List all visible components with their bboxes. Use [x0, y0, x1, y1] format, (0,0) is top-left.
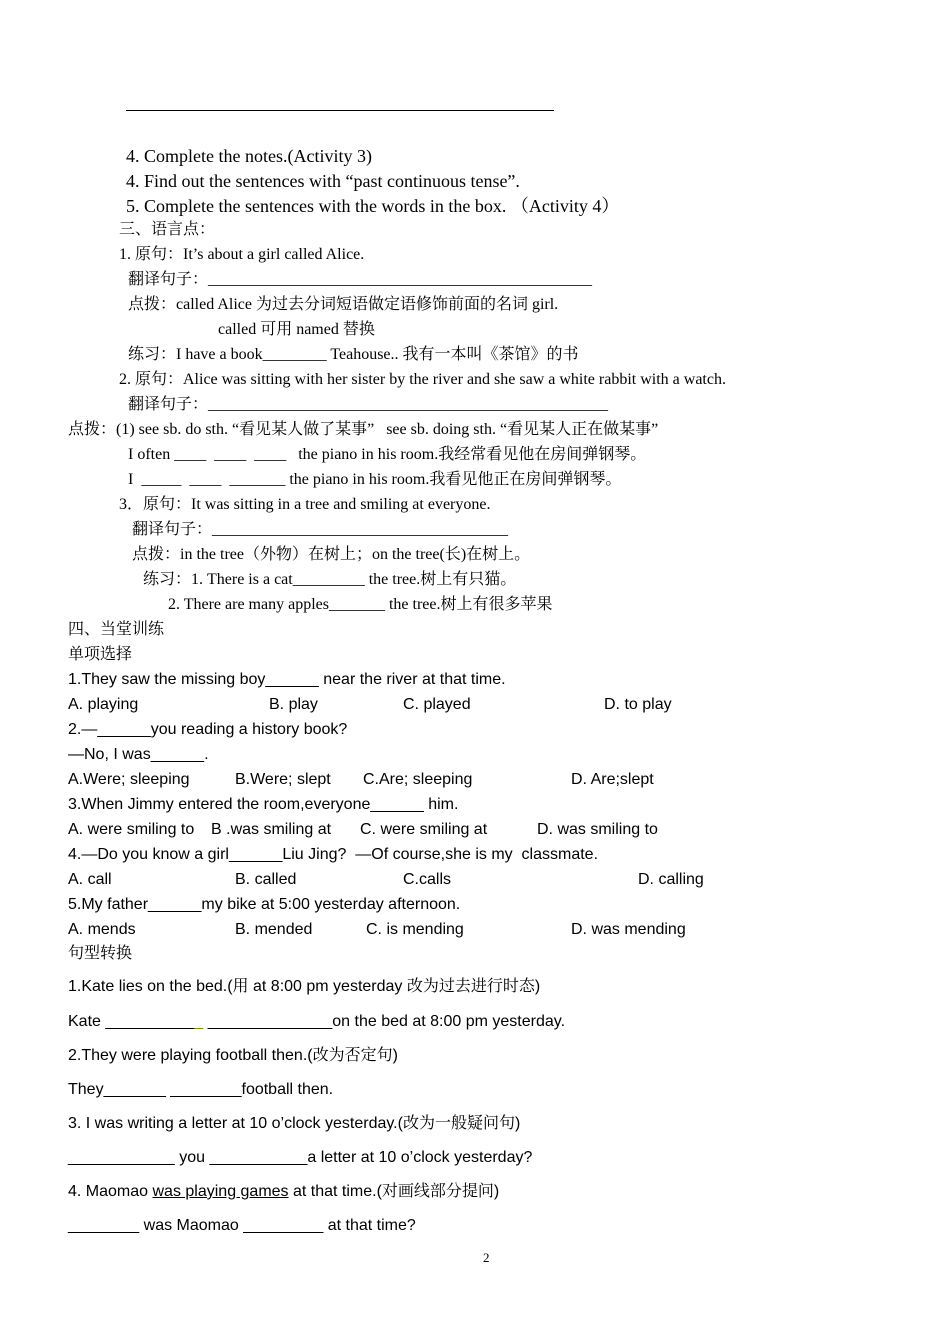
point1-tip: 点拨：called Alice 为过去分词短语做定语修饰前面的名词 girl.: [128, 296, 559, 313]
q3-option-d: D. was smiling to: [537, 821, 658, 838]
q3-option-a: A. were smiling to: [68, 821, 195, 838]
q4-option-a: A. call: [68, 871, 112, 888]
q4-option-d: D. calling: [638, 871, 704, 888]
transform-3-answer-part-1: ____________ you ___________a letter at 10 o’clock: [68, 1149, 455, 1166]
transform-4-answer: ________ was Maomao _________ at that time?: [68, 1217, 416, 1234]
question-5-stem: 5.My father______my bike at 5:00 yesterday afternoon.: [68, 896, 461, 913]
question-3-stem: 3.When Jimmy entered the room,everyone______ him.: [68, 796, 459, 813]
transform-4-question-post: at that time.(对画线部分提问): [288, 1183, 500, 1200]
activity-line-1: 4. Complete the notes.(Activity 3): [126, 146, 372, 166]
point3-practice-2: 2. There are many apples_______ the tree.树上有很多苹果: [168, 596, 553, 613]
transform-4-question-pre: 4. Maomao: [68, 1183, 153, 1200]
question-2-stem: 2.—______you reading a history book?: [68, 721, 348, 738]
point1-practice: 练习：I have a book________ Teahouse.. 我有一本叫《茶馆》的书: [128, 346, 579, 363]
point1-original: 1. 原句：It’s about a girl called Alice.: [119, 246, 365, 263]
point2-original: 2. 原句：Alice was sitting with her sister by the river and she saw a white rabbit with a watch.: [119, 371, 726, 388]
point2-example-2: I _____ ____ _______ the piano in his room.我看见他正在房间弹钢琴。: [128, 471, 622, 488]
q2-option-b: B.Were; slept: [235, 771, 331, 788]
q1-option-d: D. to play: [604, 696, 672, 713]
transform-1-answer-part-1: Kate __________: [68, 1013, 195, 1030]
question-4-stem: 4.—Do you know a girl______Liu Jing? —Of course,she is my classmate.: [68, 846, 599, 863]
answer-blank-line: [126, 110, 554, 111]
transform-3-question: 3. I was writing a letter at 10 o’clock yesterday.(改为一般疑问句): [68, 1115, 521, 1132]
q4-option-c: C.calls: [403, 871, 452, 888]
section4-heading: 四、当堂训练: [68, 621, 165, 638]
point3-translate: 翻译句子：_____________________________________: [132, 521, 509, 538]
q3-option-c: C. were smiling at: [360, 821, 488, 838]
point3-practice-1: 练习：1. There is a cat_________ the tree.树上有只猫。: [143, 571, 517, 588]
transform-1-answer: [68, 1014, 565, 1030]
transform-3-answer: [68, 1150, 532, 1166]
point2-translate: 翻译句子：__________________________________________________: [128, 396, 609, 413]
transformation-heading: 句型转换: [68, 945, 133, 962]
point1-translate: 翻译句子：________________________________________________: [128, 271, 593, 288]
q2-option-a: A.Were; sleeping: [68, 771, 190, 788]
question-1-stem: 1.They saw the missing boy______ near the river at that time.: [68, 671, 506, 688]
section3-heading: 三、语言点：: [119, 221, 216, 238]
q3-option-b: B .was smiling at: [211, 821, 332, 838]
transform-2-question: 2.They were playing football then.(改为否定句): [68, 1047, 398, 1064]
q1-option-b: B. play: [269, 696, 318, 713]
activity-line-3: 5. Complete the sentences with the words in the box. （Activity 4）: [126, 196, 620, 216]
question-2-stem-2: —No, I was______.: [68, 746, 209, 763]
transform-1-answer-mark: _: [194, 1013, 204, 1030]
transform-4-underlined-phrase: was playing games: [152, 1183, 289, 1200]
q5-option-a: A. mends: [68, 921, 136, 938]
q1-option-a: A. playing: [68, 696, 139, 713]
q1-option-c: C. played: [403, 696, 471, 713]
q5-option-b: B. mended: [235, 921, 313, 938]
multiple-choice-heading: 单项选择: [68, 646, 133, 663]
point2-example-1: I often ____ ____ ____ the piano in his room.我经常看见他在房间弹钢琴。: [128, 446, 647, 463]
point1-tip-2: called 可用 named 替换: [218, 321, 375, 338]
q5-option-c: C. is mending: [366, 921, 464, 938]
transform-1-answer-part-2: ______________on the bed at 8:00 pm yesterday.: [203, 1013, 566, 1030]
q2-option-c: C.Are; sleeping: [363, 771, 473, 788]
point2-tip: 点拨：(1) see sb. do sth. “看见某人做了某事” see sb. doing sth. “看见某人正在做某事”: [68, 421, 659, 438]
point3-original: 3．原句：It was sitting in a tree and smiling at everyone.: [119, 496, 491, 513]
q4-option-b: B. called: [235, 871, 297, 888]
q5-option-d: D. was mending: [571, 921, 686, 938]
transform-4-question: [68, 1184, 499, 1200]
point3-tip: 点拨：in the tree（外物）在树上；on the tree(长)在树上。: [132, 546, 531, 563]
q2-option-d: D. Are;slept: [571, 771, 654, 788]
transform-2-answer: They_______ ________football then.: [68, 1081, 334, 1098]
transform-3-answer-part-2: yesterday?: [454, 1149, 533, 1166]
transform-1-question: 1.Kate lies on the bed.(用 at 8:00 pm yesterday 改为过去进行时态): [68, 978, 541, 995]
activity-line-2: 4. Find out the sentences with “past continuous tense”.: [126, 171, 520, 191]
page-number: 2: [483, 1250, 490, 1265]
